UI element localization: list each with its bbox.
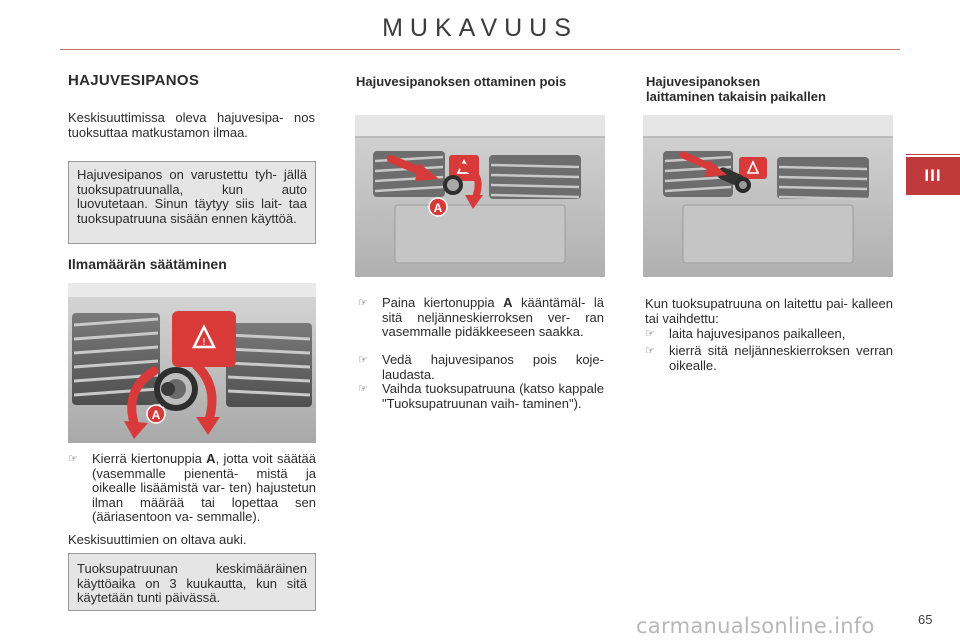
pointing-finger-icon: ☞ [68, 452, 78, 465]
bullet-pull-out: ☞ Vedä hajuvesipanos pois koje- laudasta. [358, 352, 604, 382]
rotary-knob [443, 175, 463, 195]
right-vent [489, 155, 581, 199]
page-number: 65 [918, 612, 933, 627]
svg-text:A: A [151, 408, 161, 422]
info-note-empty-cartridge: Hajuvesipanos on varustettu tyh- jällä tuoksupatruunalla, kun auto luovutetaan. Sinun täytyy siis lait- taa tuoksupatruuna sisään ennen käyttöä. [68, 161, 316, 244]
section-heading-refit: Hajuvesipanoksen laittaminen takaisin paikallen [646, 74, 826, 104]
pointing-finger-icon: ☞ [645, 327, 655, 340]
right-vent [777, 157, 869, 199]
pointing-finger-icon: ☞ [645, 344, 655, 357]
left-vent [373, 151, 445, 197]
photo-refit-cartridge [643, 115, 893, 277]
bullet-replace-cartridge: ☞ Vaihda tuoksupatruuna (katso kappale "Tuoksupatruunan vaih- taminen"). [358, 381, 604, 411]
section-heading-removal: Hajuvesipanoksen ottaminen pois [356, 74, 567, 89]
refit-intro-text: Kun tuoksupatruuna on laitettu pai- kalleen tai vaihdettu: [645, 296, 893, 326]
dashboard-panel [683, 205, 853, 263]
vents-open-text: Keskisuuttimien on oltava auki. [68, 532, 247, 547]
svg-text:A: A [433, 201, 443, 215]
section-heading-perfume: HAJUVESIPANOS [68, 72, 200, 89]
rotary-knob [154, 367, 198, 411]
chapter-tab[interactable]: III [906, 157, 960, 195]
pointing-finger-icon: ☞ [358, 296, 368, 309]
info-note-lifetime: Tuoksupatruunan keskimääräinen käyttöaika on 3 kuukautta, kun sitä käytetään tunti päivässä. [68, 553, 316, 611]
subheading-air-adjust: Ilmamäärän säätäminen [68, 256, 227, 272]
dashboard-panel [395, 205, 565, 263]
hazard-button [172, 311, 236, 367]
bullet-rotate-right: ☞ kierrä sitä neljänneskierroksen verran oikealle. [645, 343, 893, 373]
bullet-rotate-knob: ☞ Kierrä kiertonuppia A, jotta voit säätää (vasemmalle pienentä- mistä ja oikealle lisäämistä var- ten) hajustetun ilman määrää tai lopettaa sen (ääriasentoon va- semmalle). [68, 451, 316, 524]
hazard-button [739, 157, 767, 179]
left-vent-slats [72, 313, 160, 405]
photo-adjust-knob [68, 283, 316, 443]
right-vent-slats [226, 323, 312, 407]
intro-text: Keskisuuttimissa oleva hajuvesipa- nos tuoksuttaa matkustamon ilmaa. [68, 110, 315, 140]
header-rule [60, 49, 900, 50]
page-title: MUKAVUUS [382, 14, 578, 42]
pointing-finger-icon: ☞ [358, 353, 368, 366]
bullet-press-rotate: ☞ Paina kiertonuppia A kääntämäl- lä sitä neljänneskierroksen ver- ran vasemmalle pidäkkeeseen saakka. [358, 295, 604, 339]
watermark: carmanualsonline.info [636, 614, 875, 638]
bullet-insert: ☞ laita hajuvesipanos paikalleen, [645, 326, 846, 341]
svg-text:!: ! [201, 337, 207, 348]
pointing-finger-icon: ☞ [358, 382, 368, 395]
photo-remove-cartridge [355, 115, 605, 277]
